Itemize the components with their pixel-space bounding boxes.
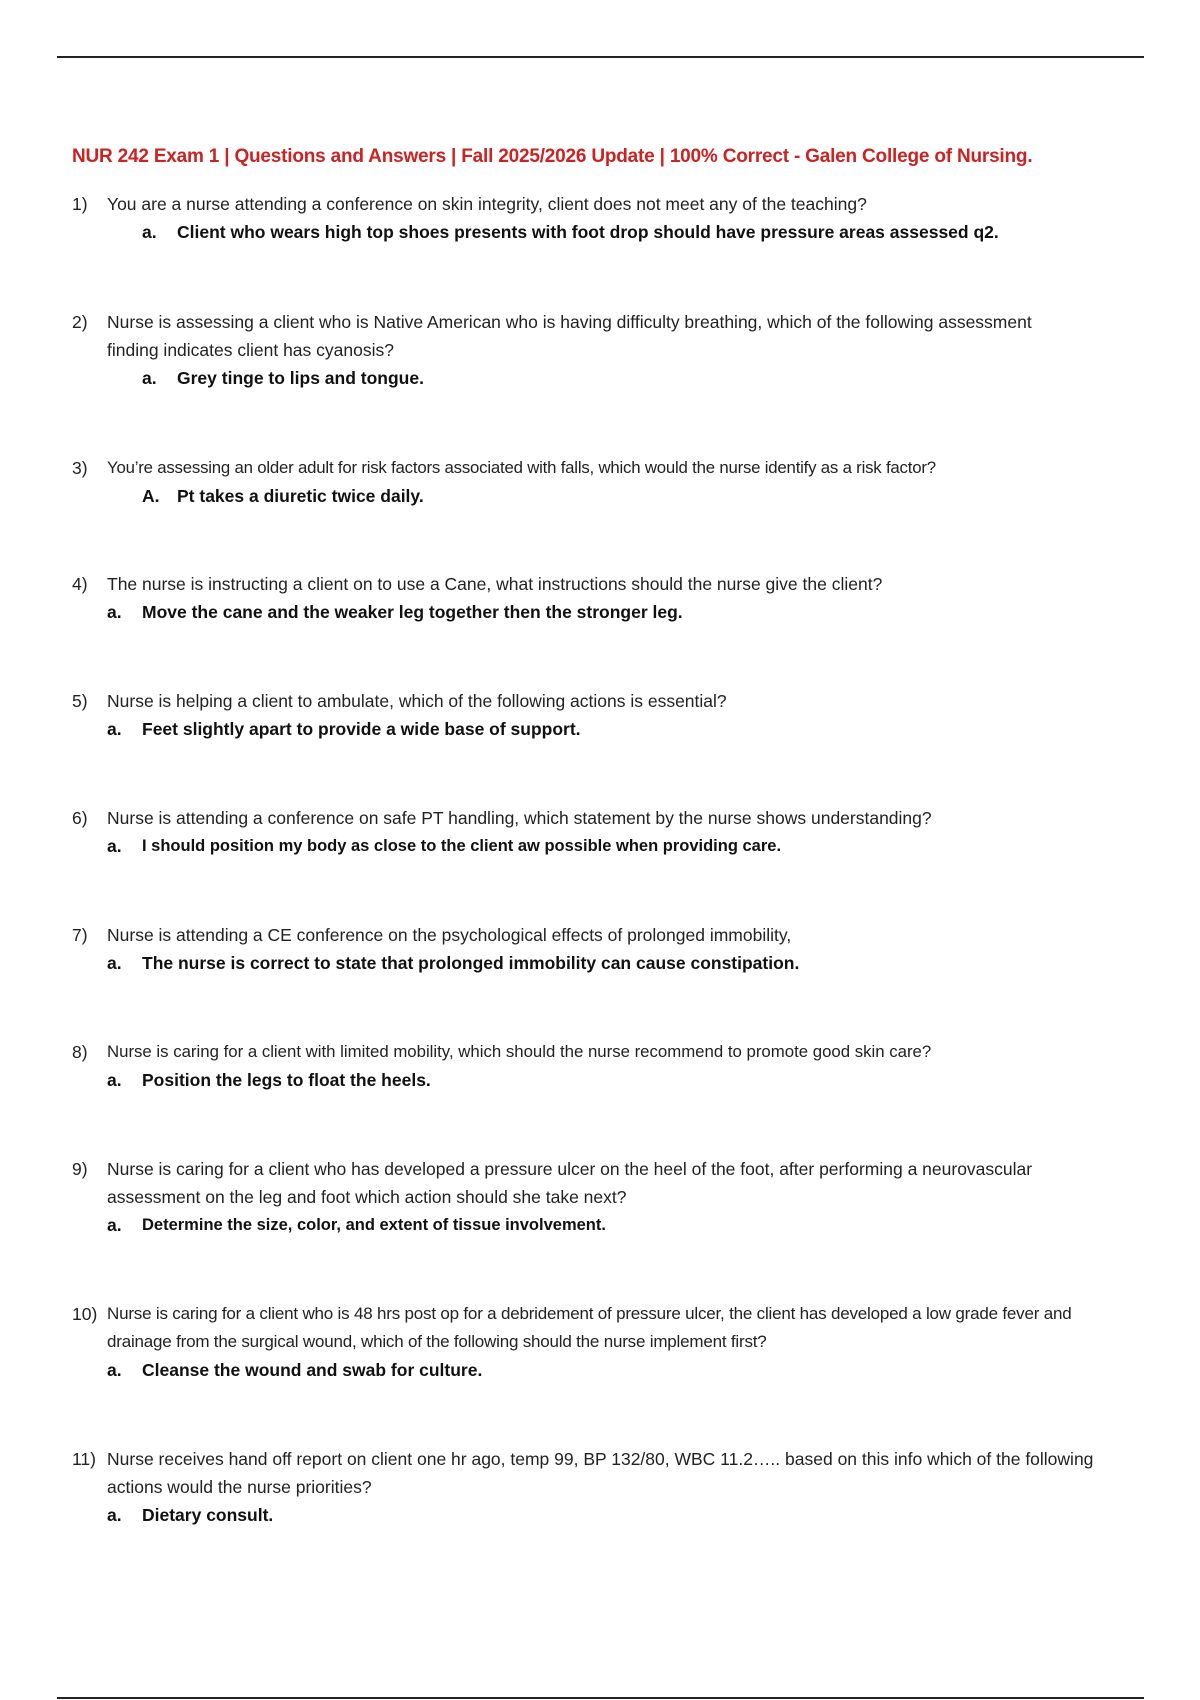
question-number: 9) [72,1159,88,1179]
answer-text: Feet slightly apart to provide a wide base of support. [142,719,581,739]
question-number: 7) [72,925,88,945]
question-number: 1) [72,194,88,214]
question-number: 10) [72,1304,98,1324]
question-7 [72,921,1132,977]
answer-letter: a. [107,719,122,739]
question-4 [72,570,1132,626]
question-text: Nurse is assessing a client who is Native American who is having difficulty breathing, which of the following assessment finding indicates client has cyanosis? [107,312,1037,360]
question-number: 6) [72,808,88,828]
question-11 [72,1445,1132,1529]
question-number: 11) [72,1449,96,1469]
question-text: Nurse is attending a CE conference on the psychological effects of prolonged immobility, [107,925,792,945]
question-3 [72,454,1132,510]
question-text: The nurse is instructing a client on to use a Cane, what instructions should the nurse give the client? [107,574,883,594]
answer-text: Position the legs to float the heels. [142,1070,431,1090]
question-text: Nurse is caring for a client who has developed a pressure ulcer on the heel of the foot, after performing a neurovascular assessment on the leg and foot which action should she take next? [107,1159,1037,1207]
answer-text: Pt takes a diuretic twice daily. [177,486,424,506]
question-text: Nurse is caring for a client with limited mobility, which should the nurse recommend to promote good skin care? [107,1042,932,1061]
answer-text: Determine the size, color, and extent of tissue involvement. [142,1216,606,1234]
answer-text: The nurse is correct to state that prolonged immobility can cause constipation. [142,953,800,973]
answer-text: Move the cane and the weaker leg together then the stronger leg. [142,602,683,622]
question-5 [72,687,1132,743]
answer-letter: a. [107,1215,122,1235]
answer-letter: A. [142,486,160,506]
answer [72,949,1132,977]
question-text: Nurse is caring for a client who is 48 hrs post op for a debridement of pressure ulcer, the client has developed a low grade fever and drainage from the surgical wound, which of the following should the nurse implement first? [107,1304,1077,1351]
answer [72,715,1132,743]
answer [72,1356,1132,1384]
question-number: 8) [72,1042,88,1062]
answer-letter: a. [107,1505,122,1525]
answer-letter: a. [107,953,122,973]
question-number: 4) [72,574,88,594]
question-text: You’re assessing an older adult for risk factors associated with falls, which would the nurse identify as a risk factor? [107,458,936,477]
question-text: Nurse is attending a conference on safe PT handling, which statement by the nurse shows understanding? [107,808,932,828]
answer [72,832,1132,860]
question-10 [72,1300,1132,1384]
answer [72,1066,1132,1094]
answer-text: Cleanse the wound and swab for culture. [142,1360,483,1380]
question-number: 3) [72,458,88,478]
top-rule [57,56,1144,58]
answer-letter: a. [142,368,157,388]
answer-letter: a. [107,602,122,622]
answer-letter: a. [107,1070,122,1090]
question-number: 2) [72,312,88,332]
answer-text: I should position my body as close to the client aw possible when providing care. [142,837,782,855]
answer-letter: a. [107,1360,122,1380]
answer [72,482,1132,510]
answer [72,1211,1132,1239]
question-text: Nurse is helping a client to ambulate, which of the following actions is essential? [107,691,727,711]
question-1 [72,190,1132,246]
question-text: You are a nurse attending a conference on skin integrity, client does not meet any of the teaching? [107,194,867,214]
document-title: NUR 242 Exam 1 | Questions and Answers | Fall 2025/2026 Update | 100% Correct - Galen College of Nursing. [72,146,1033,167]
answer [72,1501,1132,1529]
answer-text: Dietary consult. [142,1505,274,1525]
answer [72,364,1132,392]
question-6 [72,804,1132,860]
answer-letter: a. [142,222,157,242]
answer-text: Client who wears high top shoes presents with foot drop should have pressure areas assessed q2. [177,222,999,242]
question-9 [72,1155,1132,1239]
question-8 [72,1038,1132,1094]
question-2 [72,308,1132,392]
answer-text: Grey tinge to lips and tongue. [177,368,424,388]
answer-letter: a. [107,836,122,856]
bottom-rule [57,1697,1144,1699]
answer [72,598,1132,626]
question-number: 5) [72,691,88,711]
answer [72,218,1132,246]
question-text: Nurse receives hand off report on client one hr ago, temp 99, BP 132/80, WBC 11.2….. based on this info which of the following actions would the nurse priorities? [107,1449,1099,1497]
